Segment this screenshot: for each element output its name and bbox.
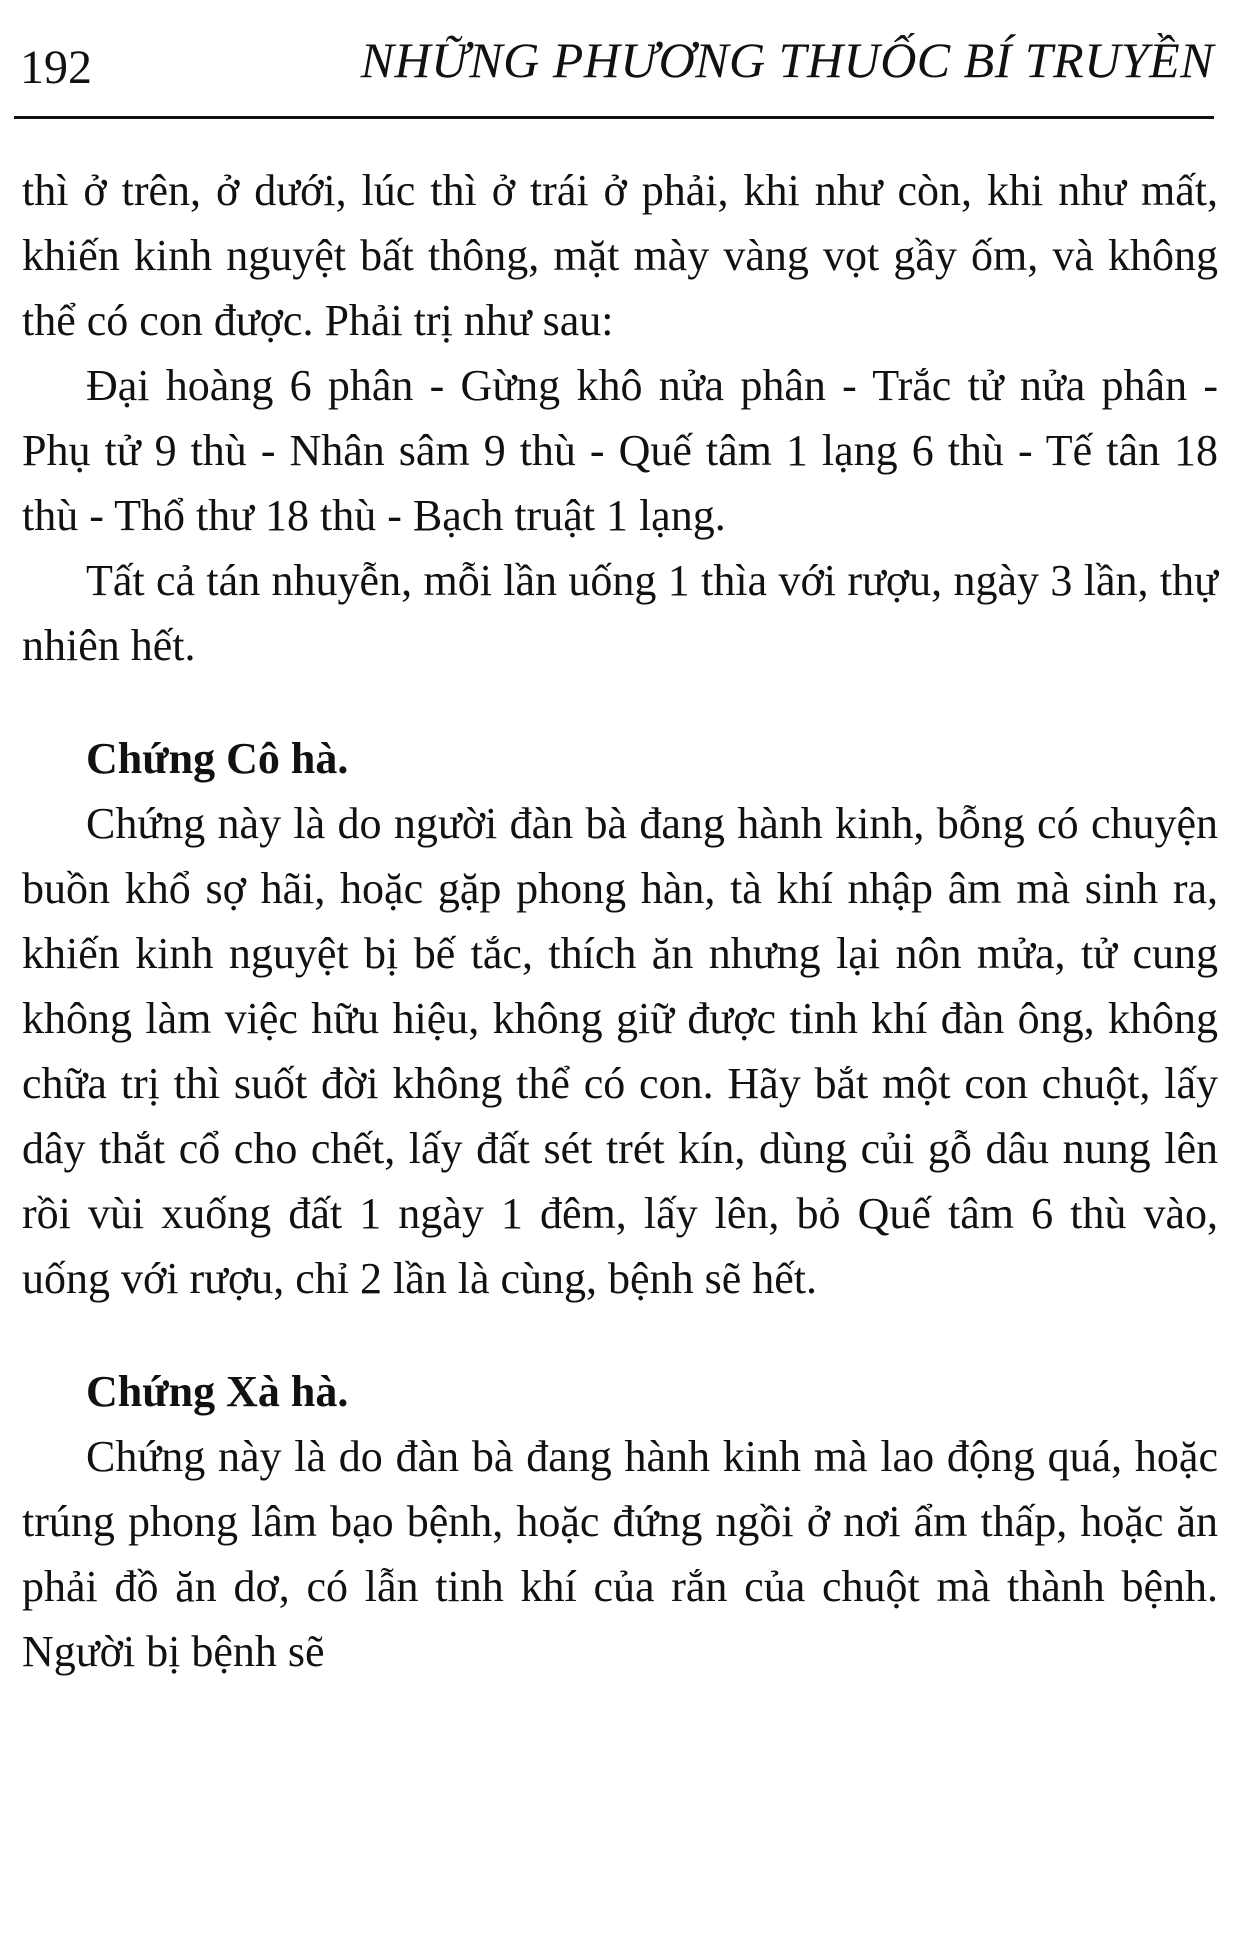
intro-recipe-paragraph: Đại hoàng 6 phân - Gừng khô nửa phân - Trắc tử nửa phân - Phụ tử 9 thù - Nhân sâm 9 thù - Quế tâm 1 lạng 6 thù - Tế tân 18 thù - Thổ thư 18 thù - Bạch truật 1 lạng. xyxy=(22,361,1218,540)
header-rule xyxy=(14,116,1214,119)
page-body xyxy=(22,158,1218,1684)
section-heading-co-ha: Chứng Cô hà. xyxy=(86,734,349,783)
section-paragraph-xa-ha: Chứng này là do đàn bà đang hành kinh mà lao động quá, hoặc trúng phong lâm bạo bệnh, hoặc đứng ngồi ở nơi ẩm thấp, hoặc ăn phải đồ ăn dơ, có lẫn tinh khí của rắn của chuột mà thành bệnh. Người bị bệnh sẽ xyxy=(22,1432,1218,1676)
running-title: NHỮNG PHƯƠNG THUỐC BÍ TRUYỀN xyxy=(360,32,1214,88)
section-heading-xa-ha: Chứng Xà hà. xyxy=(86,1367,349,1416)
section-paragraph-co-ha: Chứng này là do người đàn bà đang hành kinh, bỗng có chuyện buồn khổ sợ hãi, hoặc gặp phong hàn, tà khí nhập âm mà sinh ra, khiến kinh nguyệt bị bế tắc, thích ăn nhưng lại nôn mửa, tử cung không làm việc hữu hiệu, không giữ được tinh khí đàn ông, không chữa trị thì suốt đời không thể có con. Hãy bắt một con chuột, lấy dây thắt cổ cho chết, lấy đất sét trét kín, dùng củi gỗ dâu nung lên rồi vùi xuống đất 1 ngày 1 đêm, lấy lên, bỏ Quế tâm 6 thù vào, uống với rượu, chỉ 2 lần là cùng, bệnh sẽ hết. xyxy=(22,799,1218,1303)
page-header xyxy=(14,22,1214,94)
intro-dosage-paragraph: Tất cả tán nhuyễn, mỗi lần uống 1 thìa với rượu, ngày 3 lần, thự nhiên hết. xyxy=(22,556,1218,670)
section-spacer xyxy=(22,678,1218,726)
intro-paragraph-continued: thì ở trên, ở dưới, lúc thì ở trái ở phải, khi như còn, khi như mất, khiến kinh nguyệt bất thông, mặt mày vàng vọt gầy ốm, và không thể có con được. Phải trị như sau: xyxy=(22,166,1218,345)
page-number: 192 xyxy=(20,41,92,94)
section-spacer xyxy=(22,1311,1218,1359)
